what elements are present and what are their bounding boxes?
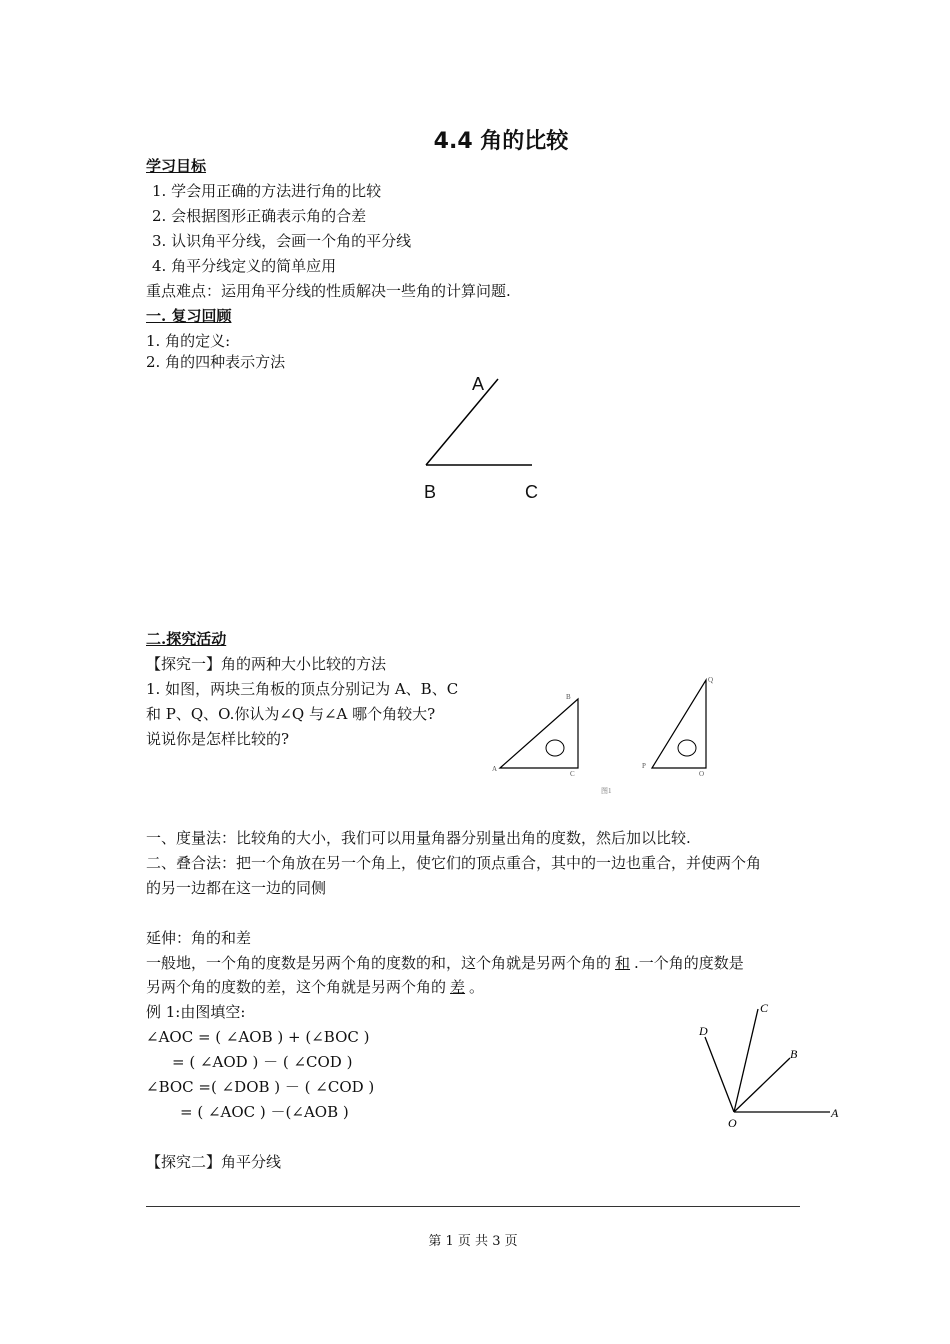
example-title: 例 1:由图填空:: [146, 1003, 246, 1021]
extension-line1: [146, 953, 744, 973]
review-heading: 一. 复习回顾: [146, 307, 232, 325]
page-title: 4.4 角的比较: [433, 129, 569, 154]
ray-label-c: C: [760, 1001, 769, 1015]
triangles-figure: [488, 672, 728, 802]
answer-blank-sum: 和: [615, 954, 631, 972]
label-c: C: [525, 482, 538, 502]
objectives-heading: 学习目标: [146, 157, 207, 175]
triangle-hole-left: [546, 740, 564, 756]
method-overlap-line1: 二、叠合法：把一个角放在另一个角上，使它们的顶点重合，其中的一边也重合，并使两个角: [146, 854, 762, 872]
inquiry1-line: 1. 如图，两块三角板的顶点分别记为 A、B、C: [146, 680, 459, 698]
triangle-hole-right: [678, 740, 696, 756]
tri-label-c: C: [570, 770, 575, 778]
tri-label-a: A: [492, 765, 498, 773]
answer-blank-difference: 差: [450, 978, 466, 996]
inquiry2-title: 【探究二】角平分线: [146, 1153, 282, 1171]
triangle-pqo: [652, 680, 706, 768]
label-a: A: [472, 374, 485, 394]
ray-label-d: D: [699, 1024, 708, 1038]
method-overlap-line2: 的另一边都在这一边的同侧: [146, 879, 327, 897]
ray-od: [705, 1037, 734, 1112]
review-question-2: 2. 角的四种表示方法: [146, 353, 286, 371]
example-line: = ( ∠AOC ) －(∠AOB ): [180, 1103, 349, 1121]
triangle-abc: [500, 699, 578, 768]
extension-title: 延伸：角的和差: [146, 929, 252, 947]
ray-label-a: A: [831, 1106, 839, 1120]
inquiry1-title: 【探究一】角的两种大小比较的方法: [146, 655, 387, 673]
review-question-1: 1. 角的定义:: [146, 332, 231, 350]
ray-oc: [734, 1009, 758, 1112]
ray-label-o: O: [728, 1116, 737, 1130]
figure-caption: 图1: [601, 787, 612, 795]
ray-ob: [734, 1058, 790, 1112]
footer-divider: [146, 1206, 800, 1207]
method-measure: 一、度量法：比较角的大小，我们可以用量角器分别量出角的度数，然后加以比较.: [146, 829, 691, 847]
inquiry1-line: 和 P、Q、O.你认为∠Q 与∠A 哪个角较大?: [146, 705, 436, 723]
objective-item: 3. 认识角平分线，会画一个角的平分线: [152, 232, 412, 250]
key-point: 重点难点：运用角平分线的性质解决一些角的计算问题.: [146, 282, 511, 300]
tri-label-q: Q: [708, 676, 714, 684]
inquiry1-line: 说说你是怎样比较的?: [146, 730, 290, 748]
objective-item: 1. 学会用正确的方法进行角的比较: [152, 182, 382, 200]
example-line: = ( ∠AOD ) － ( ∠COD ): [172, 1053, 353, 1071]
ray-label-b: B: [790, 1047, 798, 1061]
page-number: 第 1 页 共 3 页: [428, 1234, 518, 1249]
example-line: ∠BOC =( ∠DOB ) － ( ∠COD ): [146, 1078, 375, 1096]
rays-figure: [690, 995, 850, 1135]
objective-item: 2. 会根据图形正确表示角的合差: [152, 207, 367, 225]
extension-text: 另两个角的度数的差，这个角就是另两个角的: [146, 978, 447, 996]
extension-line2: [146, 977, 484, 997]
tri-label-b: B: [566, 693, 571, 701]
example-line: ∠AOC = ( ∠AOB ) + (∠BOC ): [146, 1028, 370, 1046]
label-b: B: [424, 482, 437, 502]
explore-heading: 二.探究活动: [146, 630, 227, 648]
tri-label-o: O: [699, 770, 705, 778]
ray-ba: [426, 379, 498, 465]
objective-item: 4. 角平分线定义的简单应用: [152, 257, 337, 275]
extension-text: 。: [469, 978, 485, 996]
tri-label-p: P: [642, 762, 646, 770]
extension-text: .一个角的度数是: [634, 954, 744, 972]
extension-text: 一般地，一个角的度数是另两个角的度数的和，这个角就是另两个角的: [146, 954, 612, 972]
